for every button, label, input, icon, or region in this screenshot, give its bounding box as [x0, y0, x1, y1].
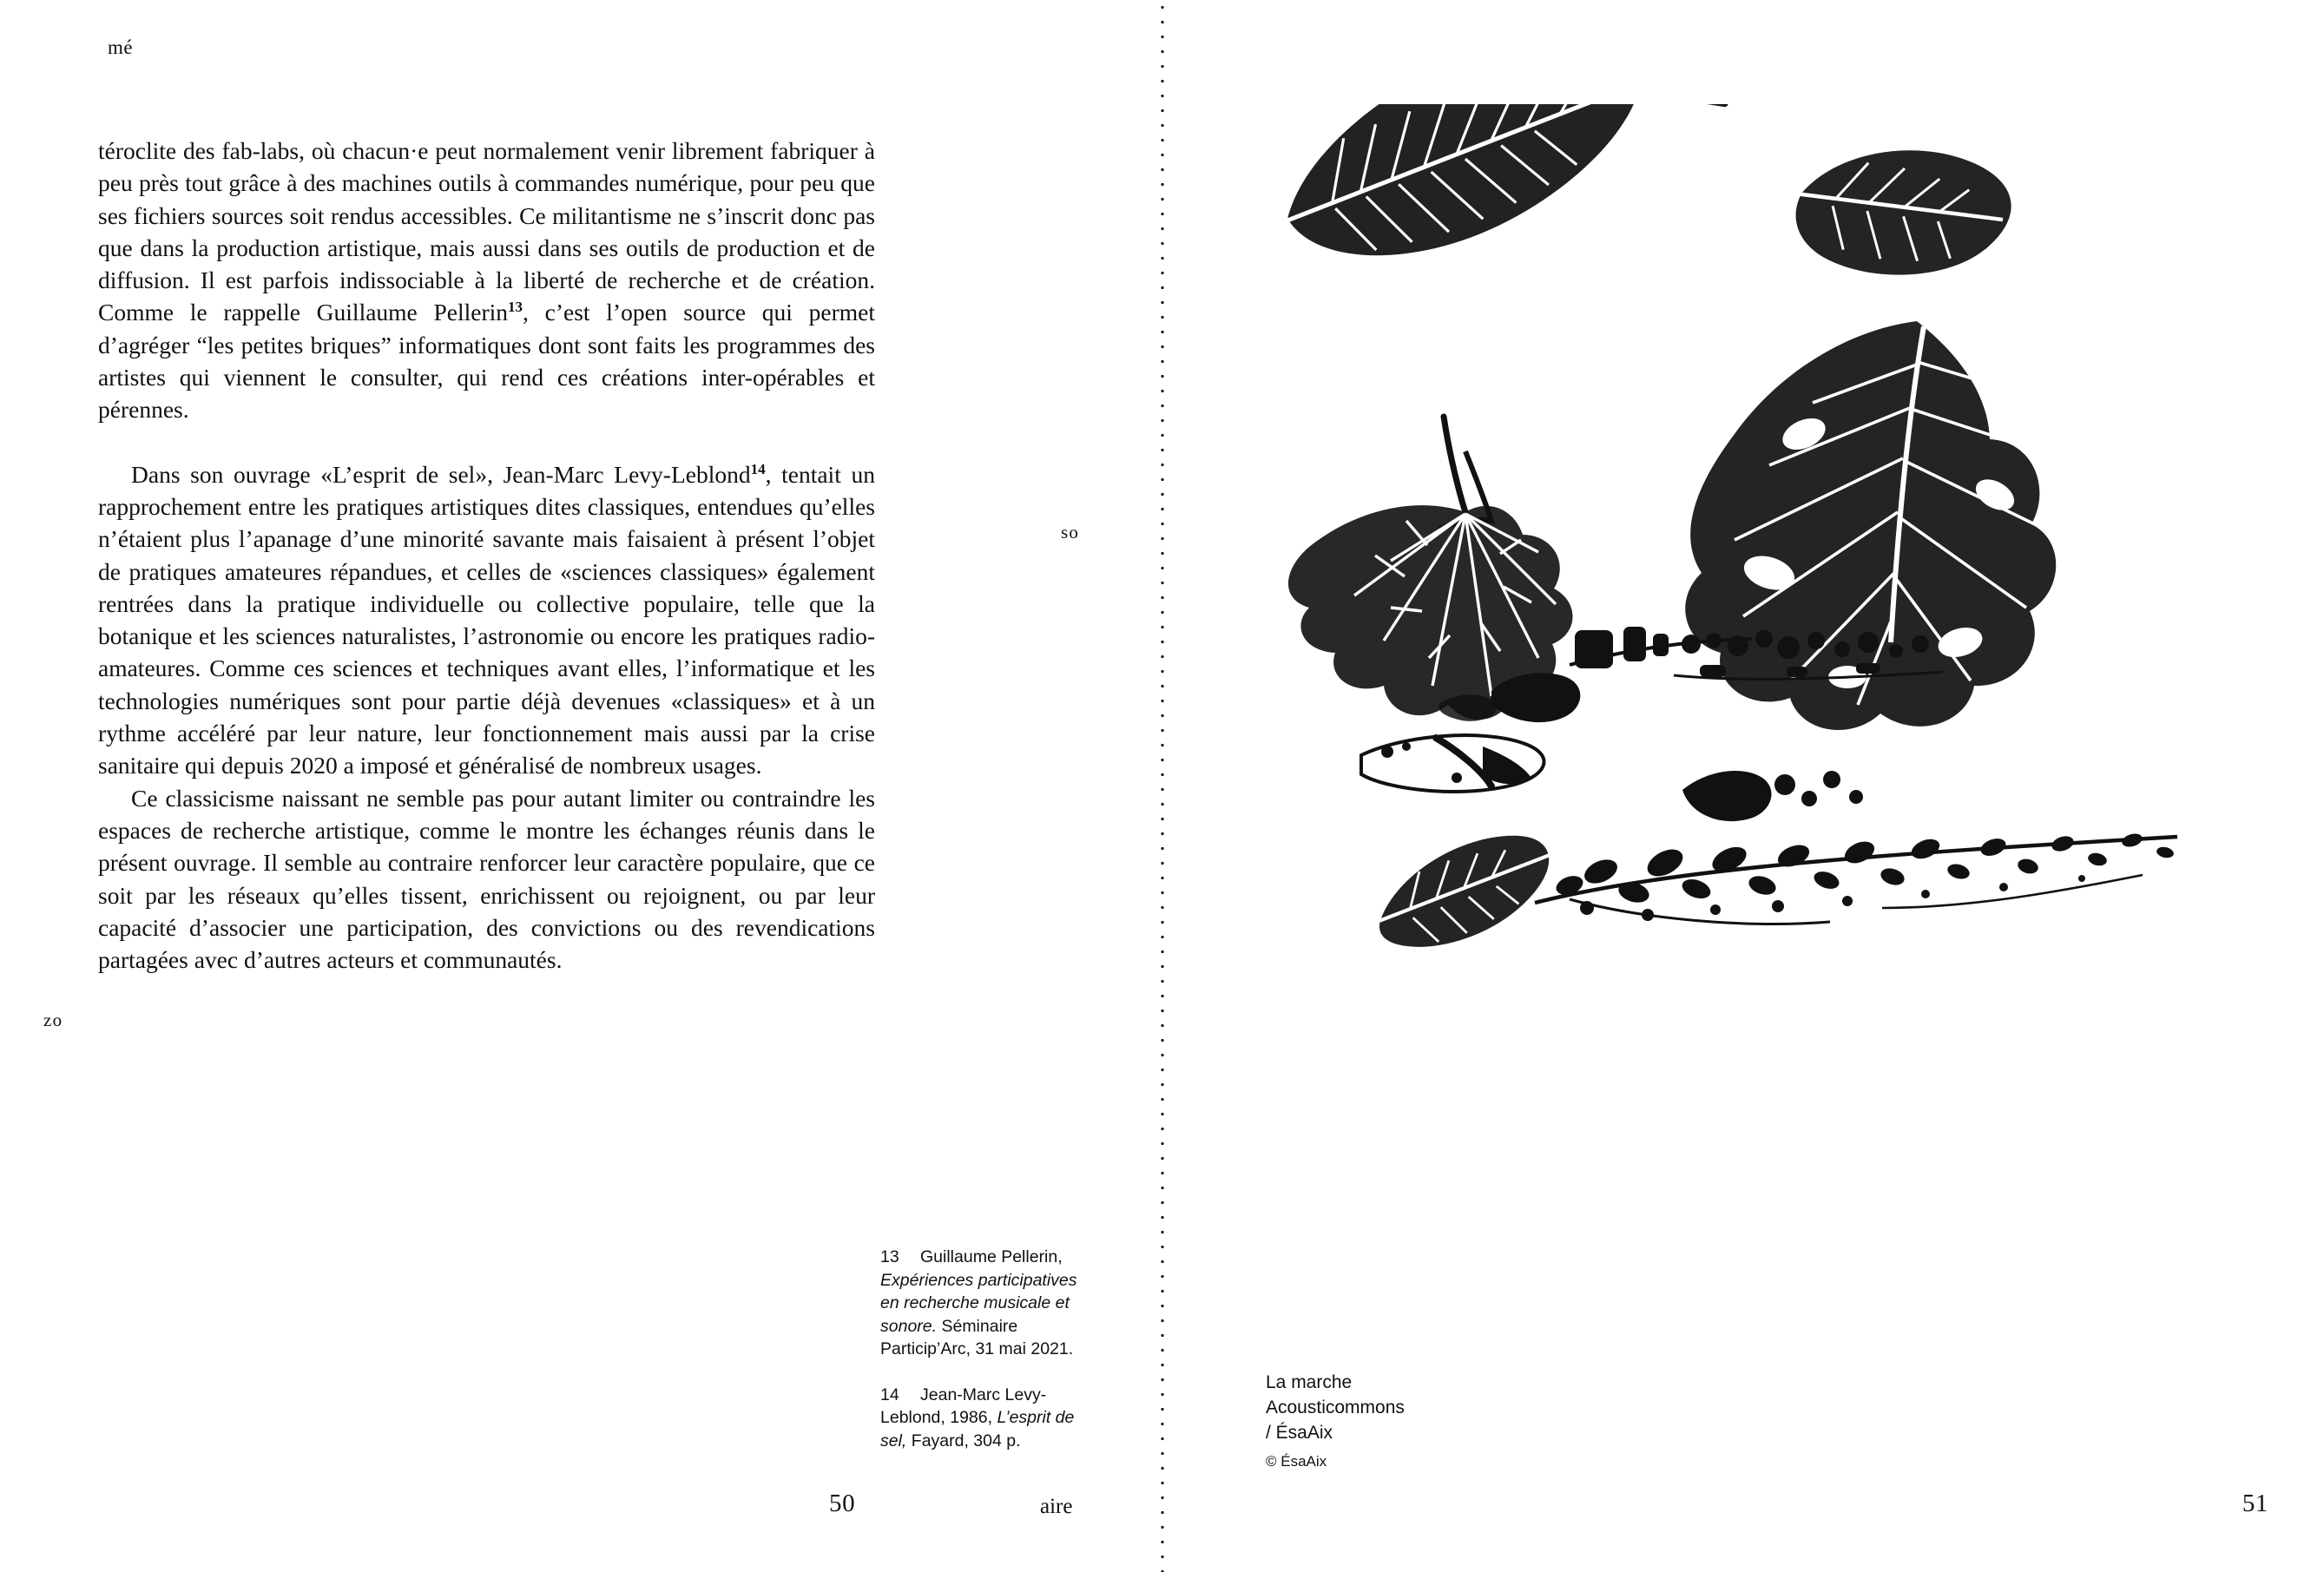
right-page: [1061, 0, 2324, 1572]
caption-line-3: / ÉsaAix: [1266, 1423, 1333, 1443]
artwork-caption: [1266, 1370, 1405, 1474]
margin-marker-so: so: [1061, 522, 1080, 543]
caption-credit: © ÉsaAix: [1266, 1453, 1327, 1470]
footnote-14-tail: Fayard, 304 p.: [906, 1431, 1021, 1450]
paragraph-2-text: Dans son ouvrage «L’esprit de sel», Jean-Marc Levy-Leblond: [131, 460, 751, 488]
paragraph-1: [98, 135, 875, 426]
leaf-prints-plate: [1196, 104, 2221, 1250]
body-text-column: [98, 135, 875, 976]
margin-marker-zo: zo: [43, 1010, 63, 1030]
page-number-left: 50: [829, 1490, 856, 1517]
footnote-13-title: Expériences participatives en recherche musicale et sonore.: [880, 1270, 1077, 1336]
footnote-13: [880, 1246, 1097, 1361]
footnote-14-title: L’esprit de sel,: [880, 1408, 1075, 1450]
paragraph-1-tail: , c’est l’open source qui permet d’agréger “les petites briques” informatiques dont sont faits les programmes des artistes qui viennent le consulter, qui rend ces créations inter-opérables et pérennes.: [98, 299, 875, 424]
caption-line-1: La marche: [1266, 1372, 1353, 1392]
paragraph-3: Ce classicisme naissant ne semble pas pour autant limiter ou contraindre les espaces de recherche artistique, comme le montre les échanges réunis dans le présent ouvrage. Il semble au contraire renforcer leur caractère populaire, que ce soit par les réseaux qu’elles tissent, enrichissent ou rejoignent, ou par leur capacité d’associer une participation, des convictions ou des revendications partagées avec d’autres acteurs et communautés.: [98, 784, 875, 974]
footnote-13-lead: Guillaume Pellerin,: [920, 1247, 1063, 1266]
paragraph-2: [98, 458, 875, 782]
paragraph-spacer: [98, 426, 875, 458]
gutter-dotted-rule: [1160, 0, 1165, 1572]
footnote-mark-14: 14: [750, 460, 766, 477]
footnote-14: [880, 1384, 1097, 1453]
page-number-right: 51: [2242, 1490, 2268, 1517]
paragraph-1-text: téroclite des fab-labs, où chacun·e peut normalement venir librement fabriquer à peu près tout grâce à des machines outils à commandes numérique, pour peu que ses fichiers sources soit rendus accessibles. Ce militantisme ne s’inscrit donc pas que dans la production artistique, mais aussi dans ses outils de production et de diffusion. Il est parfois indissociable à la liberté de recherche et de création. Comme le rappelle Guillaume Pellerin: [98, 137, 875, 326]
caption-line-2: Acousticommons: [1266, 1398, 1405, 1417]
footnote-14-number: 14: [880, 1385, 899, 1404]
footnote-mark-13: 13: [508, 299, 523, 316]
paragraph-2-tail: , tentait un rapprochement entre les pratiques artistiques dites classiques, entendues qu’elles n’étaient plus l’apanage d’une minorité savante mais faisaient à présent l’objet de pratiques amateures répandues, et celles de «sciences classiques» également rentrées dans la pratique individuelle ou collective populaire, telle que la botanique et les sciences naturalistes, l’astronomie ou encore les pratiques radio-amateures. Comme ces sciences et techniques avant elles, l’informatique et les technologies numériques sont pour partie déjà devenues «classiques» et à un rythme accéléré par leur nature, leur fonctionnement mais aussi par la crise sanitaire qui depuis 2020 a imposé et généralisé de nombreux usages.: [98, 460, 875, 779]
footnote-14-lead: Jean-Marc Levy-Leblond, 1986,: [880, 1385, 1047, 1427]
footnote-13-tail: Séminaire Particip’Arc, 31 mai 2021.: [880, 1316, 1074, 1358]
margin-word-aire: aire: [1040, 1495, 1073, 1518]
margin-marker-me: mé: [108, 36, 134, 58]
footnote-13-number: 13: [880, 1247, 899, 1266]
footnotes-block: [880, 1246, 1097, 1475]
